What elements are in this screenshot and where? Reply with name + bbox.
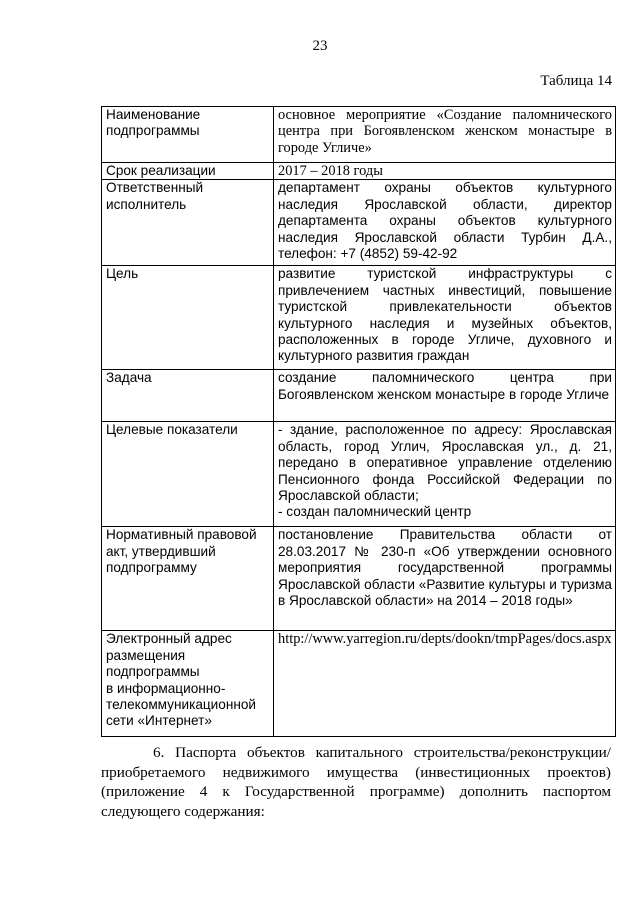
table-row: [102, 107, 616, 163]
row-value: развитие туристской инфраструктуры с привлечением частных инвестиций, повышение туристской привлекательности объектов культурного наследия и музейных объектов, расположенных в городе Угличе, духовного и культурного развития граждан: [274, 266, 616, 370]
row-value: создание паломнического центра при Богоявленском женском монастыре в городе Угличе: [274, 370, 616, 422]
table-row: [102, 266, 616, 370]
row-value: 2017 – 2018 годы: [274, 163, 616, 180]
row-label: Нормативный правовой акт, утвердивший подпрограмму: [102, 527, 274, 631]
table-row: [102, 180, 616, 266]
table-row: [102, 527, 616, 631]
row-label: Цель: [102, 266, 274, 370]
row-label: Срок реализации: [102, 163, 274, 180]
label-line: размещения: [106, 647, 186, 663]
table-row: [102, 631, 616, 737]
table-row: [102, 163, 616, 180]
table-row: [102, 370, 616, 422]
passport-table: [101, 106, 616, 737]
row-value: департамент охраны объектов культурного наследия Ярославской области, директор департамента охраны объектов культурного наследия Ярославской области Турбин Д.А., телефон: +7 (4852) 59-42-92: [274, 180, 616, 266]
label-line: Электронный адрес: [106, 631, 232, 647]
paragraph-text: 6. Паспорта объектов капитального строительства/реконструкции/ приобретаемого недвижимого имущества (инвестиционных проектов) (приложение 4 к Государственной программе) дополнить паспортом следующего содержания:: [101, 744, 611, 820]
row-value: основное мероприятие «Создание паломнического центра при Богоявленском женском монастыре в городе Угличе»: [274, 107, 616, 163]
label-line: подпрограммы: [106, 664, 200, 680]
row-label: [102, 631, 274, 737]
label-line: сети «Интернет»: [106, 713, 212, 729]
row-value: постановление Правительства области от 28.03.2017 № 230-п «Об утверждении основного мероприятия государственной программы Ярославской области «Развитие культуры и туризма в Ярославской области» на 2014 – 2018 годы»: [274, 527, 616, 631]
row-value-url[interactable]: http://www.yarregion.ru/depts/dookn/tmpPages/docs.aspx: [274, 631, 616, 737]
label-line: в информационно-: [106, 680, 226, 696]
row-label: Задача: [102, 370, 274, 422]
body-paragraph: [101, 743, 611, 821]
row-label: Наименование подпрограммы: [102, 107, 274, 163]
row-label: Ответственный исполнитель: [102, 180, 274, 266]
row-value: [274, 422, 616, 527]
label-line: телекоммуникационной: [106, 697, 256, 713]
table-caption: Таблица 14: [540, 73, 612, 89]
target-indicator-1: - здание, расположенное по адресу: Ярославская область, город Углич, Ярославская ул., д. 21, передано в оперативное управление отделению Пенсионного фонда Российской Федерации по Ярославской области;: [278, 422, 612, 504]
row-label: Целевые показатели: [102, 422, 274, 527]
page-number: 23: [312, 38, 328, 54]
table-row: [102, 422, 616, 527]
target-indicator-2: - создан паломнический центр: [278, 504, 472, 520]
